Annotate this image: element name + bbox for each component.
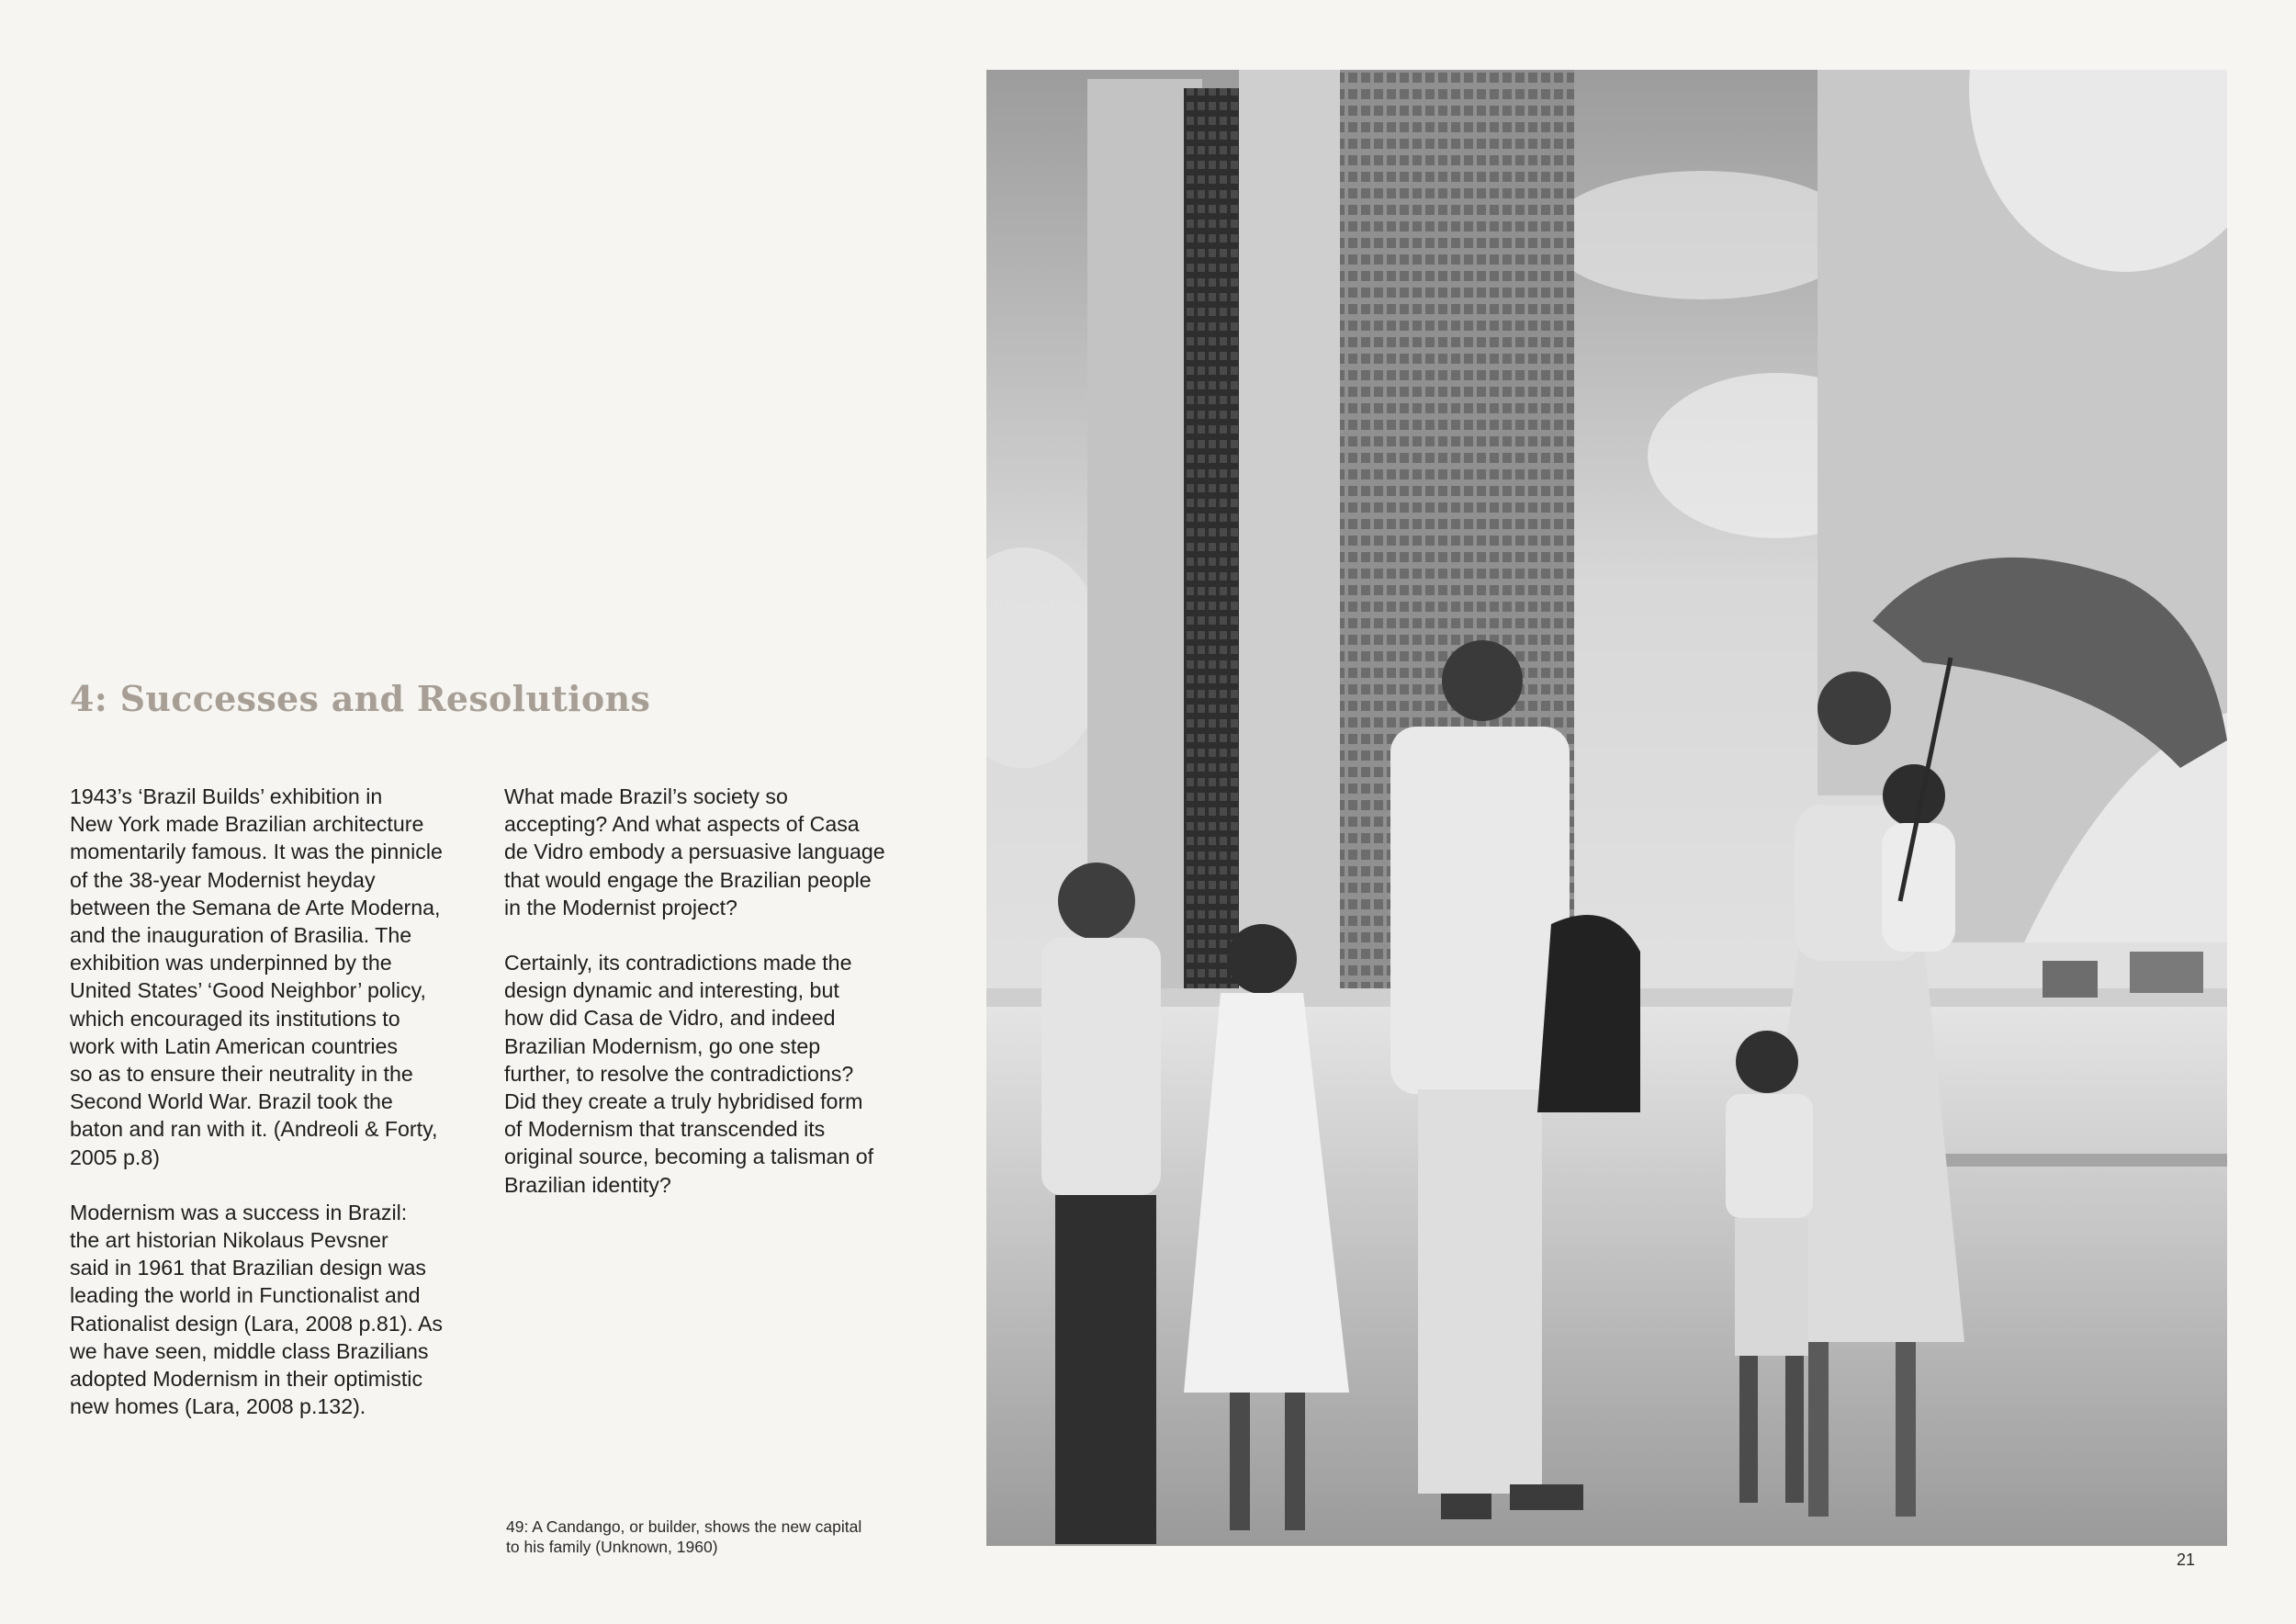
section-heading: 4: Successes and Resolutions [70, 678, 651, 719]
body-column-left [70, 783, 492, 1448]
body-column-right [504, 783, 936, 1226]
paragraph: Modernism was a success in Brazil: the art historian Nikolaus Pevsner said in 1961 that Brazilian design was leading the world in Functionalist and Rationalist design (Lara, 2008 p.81). As we have seen, middle class Brazilians adopted Modernism in their optimistic new homes (Lara, 2008 p.132). [70, 1200, 444, 1419]
paragraph: Certainly, its contradictions made the design dynamic and interesting, but how did Casa de Vidro, and indeed Brazilian Modernism, go one step further, to resolve the contradictions? Did they create a truly hybridised form of Modernism that transcended its original source, becoming a talisman of Brazilian identity? [504, 951, 874, 1197]
paragraph: 1943’s ‘Brazil Builds’ exhibition in New York made Brazilian architecture momentarily famous. It was the pinnicle of the 38-year Modernist heyday between the Semana de Arte Moderna, and the inauguration of Brasilia. The exhibition was underpinned by the United States’ ‘Good Neighbor’ policy, which encouraged its institutions to work with Latin American countries so as to ensure their neutrality in the Second World War. Brazil took the baton and ran with it. (Andreoli & Forty, 2005 p.8) [70, 784, 443, 1169]
page-number: 21 [2177, 1551, 2196, 1569]
paragraph: What made Brazil’s society so accepting? And what aspects of Casa de Vidro embody a persuasive language that would engage the Brazilian people in the Modernist project? [504, 784, 885, 919]
family-photograph [986, 70, 2227, 1546]
figure-caption: 49: A Candango, or builder, shows the new capital to his family (Unknown, 1960) [506, 1517, 862, 1556]
